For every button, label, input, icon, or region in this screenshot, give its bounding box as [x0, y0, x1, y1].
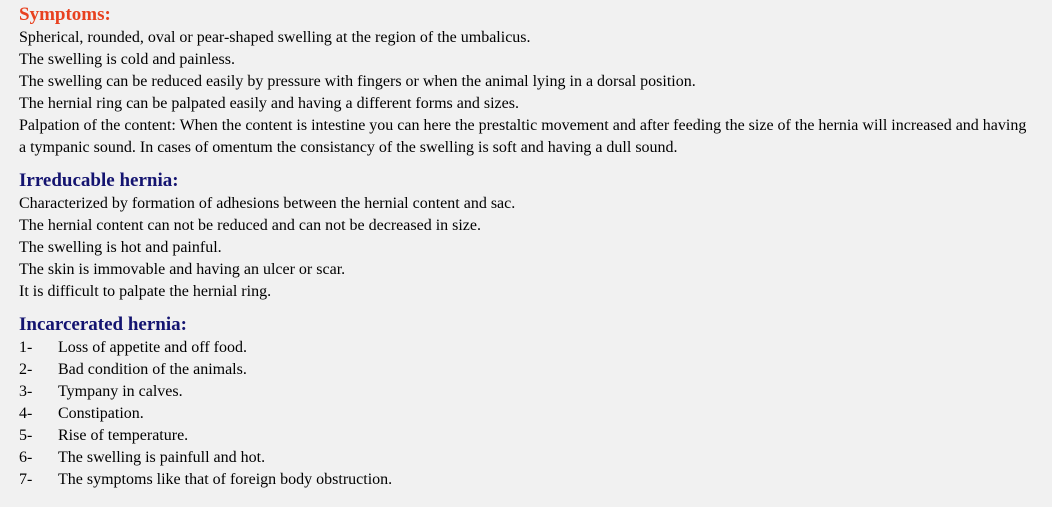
symptom-line: The swelling can be reduced easily by pressure with fingers or when the animal lying in a dorsal position.: [19, 73, 696, 90]
irreducable-heading: Irreducable hernia:: [19, 170, 179, 191]
symptoms-heading: Symptoms:: [19, 4, 111, 25]
list-text: The swelling is painfull and hot.: [58, 449, 266, 466]
irreducable-line: The skin is immovable and having an ulcer or scar.: [19, 261, 346, 278]
list-text: Loss of appetite and off food.: [58, 339, 247, 356]
incarcerated-list: [19, 337, 1052, 491]
list-item: [19, 447, 1052, 469]
symptom-line: The hernial ring can be palpated easily and having a different forms and sizes.: [19, 95, 519, 112]
list-item: [19, 337, 1052, 359]
list-item: [19, 403, 1052, 425]
list-item: [19, 381, 1052, 403]
irreducable-line: The hernial content can not be reduced and can not be decreased in size.: [19, 217, 482, 234]
list-text: Bad condition of the animals.: [58, 361, 247, 378]
irreducable-section: [19, 169, 1052, 303]
irreducable-line: Characterized by formation of adhesions between the hernial content and sac.: [19, 195, 516, 212]
palpation-paragraph: Palpation of the content: When the content is intestine you can here the prestaltic movement and after feeding the size of the hernia will increased and having a tympanic sound. In cases of omentum the consistancy of the swelling is soft and having a dull sound.: [19, 117, 1027, 156]
list-number: 7-: [19, 471, 33, 488]
symptom-line: Spherical, rounded, oval or pear-shaped swelling at the region of the umbalicus.: [19, 29, 531, 46]
symptom-line: The swelling is cold and painless.: [19, 51, 235, 68]
incarcerated-heading: Incarcerated hernia:: [19, 314, 187, 335]
list-text: The symptoms like that of foreign body obstruction.: [58, 471, 393, 488]
irreducable-line: The swelling is hot and painful.: [19, 239, 222, 256]
irreducable-line: It is difficult to palpate the hernial ring.: [19, 283, 272, 300]
list-item: [19, 359, 1052, 381]
list-text: Tympany in calves.: [58, 383, 183, 400]
symptoms-section: [19, 3, 1052, 159]
incarcerated-section: [19, 313, 1052, 491]
list-number: 2-: [19, 361, 33, 378]
list-number: 3-: [19, 383, 33, 400]
list-item: [19, 469, 1052, 491]
list-number: 4-: [19, 405, 33, 422]
list-item: [19, 425, 1052, 447]
list-number: 1-: [19, 339, 33, 356]
list-number: 5-: [19, 427, 33, 444]
list-text: Constipation.: [58, 405, 144, 422]
list-text: Rise of temperature.: [58, 427, 189, 444]
list-number: 6-: [19, 449, 33, 466]
